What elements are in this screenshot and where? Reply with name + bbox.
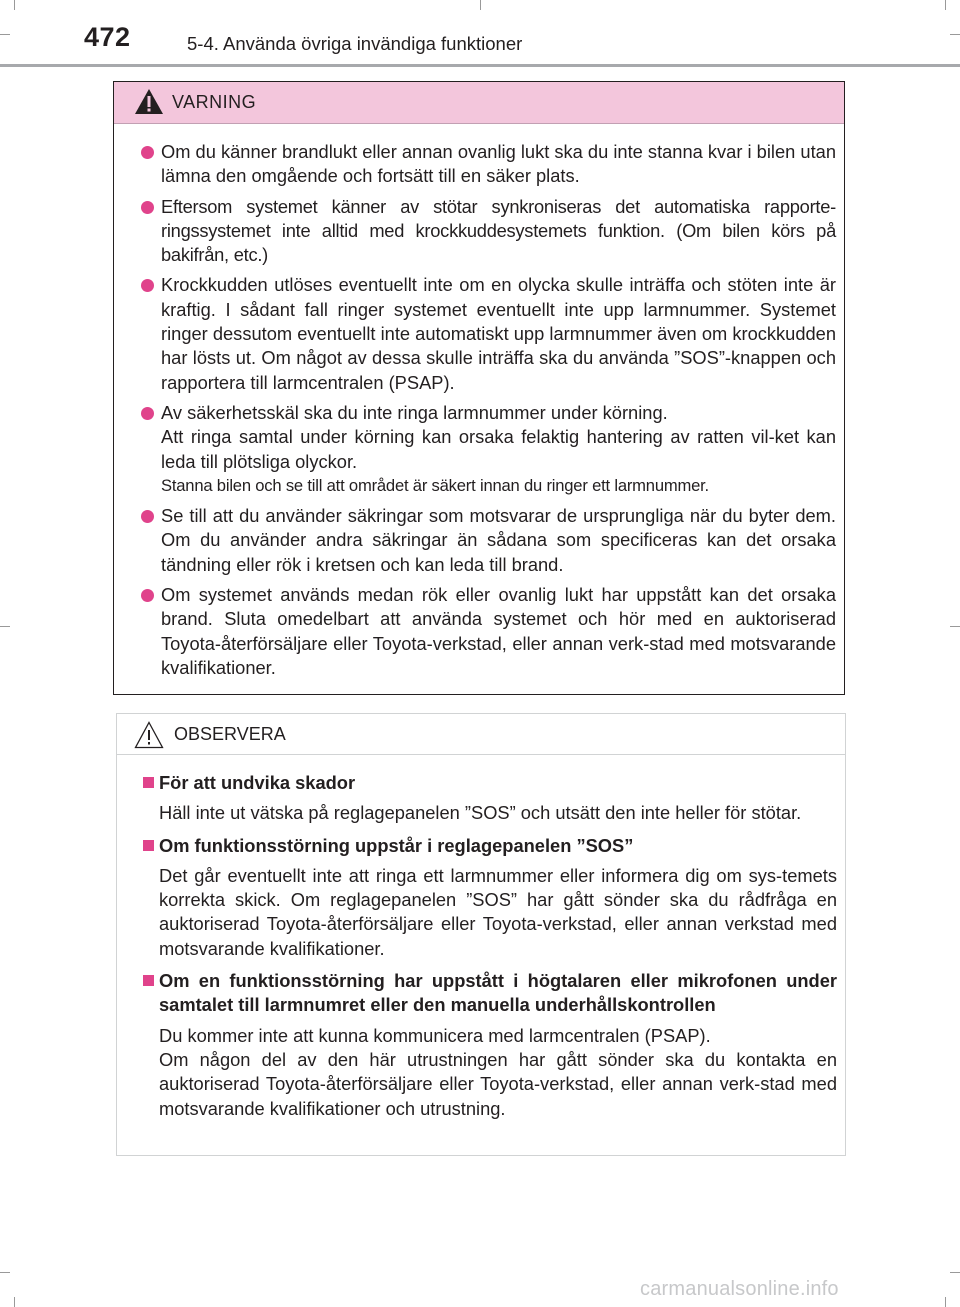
square-bullet-icon	[143, 975, 154, 986]
header-rule	[0, 64, 960, 67]
observe-text: Du kommer inte att kunna kommunicera med larmcentralen (PSAP).	[159, 1024, 711, 1046]
crop-mark	[950, 626, 960, 627]
observe-heading: För att undvika skador	[159, 771, 837, 795]
square-bullet-icon	[143, 840, 154, 851]
warning-item	[161, 273, 836, 394]
bullet-dot-icon	[141, 279, 154, 292]
watermark-site: carmanualsonline.info	[640, 1278, 839, 1300]
observe-heading: Om en funktionsstörning har uppstått i högtalaren eller mikrofonen under samtalet till larmnumret eller den manuella underhållskontrollen	[159, 969, 837, 1018]
warning-item-text: Av säkerhetsskäl ska du inte ringa larmnummer under körning.	[161, 401, 668, 423]
warning-item-text: Stanna bilen och se till att området är säkert innan du ringer ett larmnummer.	[161, 475, 709, 495]
observe-body	[117, 755, 845, 1121]
warning-item-text: Se till att du använder säkringar som motsvarar de ursprungliga när du byter dem. Om du använder andra säkringar än sådana som specificeras kan det orsaka tändning eller rök i kretsen och kan leda till brand.	[161, 505, 836, 575]
warning-box	[113, 81, 845, 695]
warning-header	[114, 82, 844, 124]
warning-item	[161, 195, 836, 268]
warning-body	[114, 124, 844, 680]
observe-heading: Om funktionsstörning uppstår i reglagepanelen ”SOS”	[159, 834, 837, 858]
observe-text: Det går eventuellt inte att ringa ett larmnummer eller informera dig om sys-temets korrekta skick. Om reglagepanelen ”SOS” har gått sönder ska du rådfråga en auktoriserad Toyota-återförsäljare eller Toyota-verkstad, eller annan verkstad med motsvarande kvalifikationer.	[159, 864, 837, 959]
warning-item	[161, 401, 836, 498]
warning-item-text: Eftersom systemet känner av stötar synkroniseras det automatiska rapporte-ringssystemet inte alltid med krockkuddesystemets funktion. (Om bilen körs på bakifrån, etc.)	[161, 195, 836, 266]
bullet-dot-icon	[141, 589, 154, 602]
warning-item-text: Om du känner brandlukt eller annan ovanlig lukt ska du inte stanna kvar i bilen utan lämna den omgående och fortsätt till en säker plats.	[161, 141, 836, 187]
crop-mark	[14, 1297, 15, 1307]
warning-title: VARNING	[172, 92, 257, 112]
observe-section	[159, 834, 837, 961]
crop-mark	[0, 626, 10, 627]
crop-mark	[480, 0, 481, 10]
crop-mark	[950, 1272, 960, 1273]
section-title: 5-4. Använda övriga invändiga funktioner	[187, 33, 523, 54]
caution-triangle-icon	[134, 721, 164, 754]
bullet-dot-icon	[141, 146, 154, 159]
observe-title: OBSERVERA	[174, 724, 286, 744]
observe-section	[159, 771, 837, 826]
warning-item-text: Krockkudden utlöses eventuellt inte om en olycka skulle inträffa och stöten inte är kraftig. I sådant fall ringer systemet eventuellt inte upp larmnummer. Systemet ringer dessutom eventuellt inte automatiskt upp larmnummer även om krockkudden har lösts ut. Om något av dessa skulle inträffa ska du använda ”SOS”-knappen och rapportera till larmcentralen (PSAP).	[161, 274, 836, 393]
warning-item	[161, 504, 836, 577]
observe-box	[116, 713, 846, 1156]
crop-mark	[945, 1297, 946, 1307]
warning-item-text: Om systemet används medan rök eller ovanlig lukt har uppstått kan det orsaka brand. Sluta omedelbart att använda systemet och hör med en auktoriserad Toyota-återförsäljare eller Toyota-verkstad, eller annan verk-stad med motsvarande kvalifikationer.	[161, 584, 836, 678]
bullet-dot-icon	[141, 201, 154, 214]
crop-mark	[14, 0, 15, 10]
warning-triangle-icon	[134, 88, 164, 120]
crop-mark	[0, 34, 10, 35]
crop-mark	[950, 34, 960, 35]
bullet-dot-icon	[141, 407, 154, 420]
page-number: 472	[84, 22, 131, 52]
observe-header	[117, 714, 845, 755]
warning-item	[161, 583, 836, 680]
observe-text: Häll inte ut vätska på reglagepanelen ”SOS” och utsätt den inte heller för stötar.	[159, 802, 802, 824]
warning-item-text: Att ringa samtal under körning kan orsaka felaktig hantering av ratten vil-ket kan leda till plötsliga olyckor.	[161, 426, 836, 472]
square-bullet-icon	[143, 777, 154, 788]
crop-mark	[945, 0, 946, 10]
warning-item	[161, 140, 836, 189]
crop-mark	[0, 1272, 10, 1273]
bullet-dot-icon	[141, 510, 154, 523]
observe-text: Om någon del av den här utrustningen har gått sönder ska du kontakta en auktoriserad Toyota-återförsäljare eller Toyota-verkstad, eller annan verk-stad med motsvarande kvalifikationer och utrustning.	[159, 1048, 837, 1119]
observe-section	[159, 969, 837, 1121]
